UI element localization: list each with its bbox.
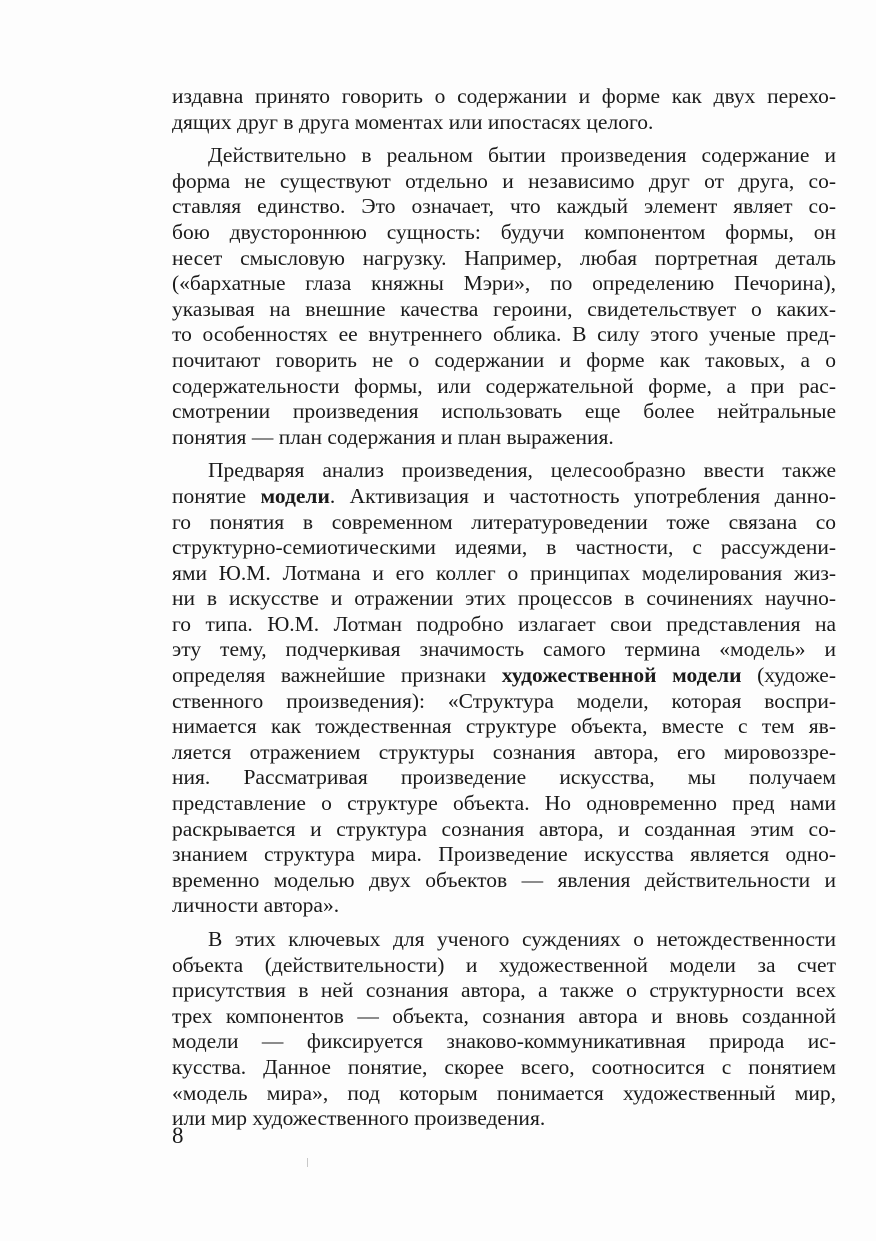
text-line: ни в искусстве и отражении этих процессов в сочинениях научно-: [172, 586, 836, 611]
text-line: ями Ю.М. Лотмана и его коллег о принципах моделирования жиз-: [172, 560, 836, 585]
text-line: нимается как тождественная структуре объекта, вместе с тем яв-: [172, 714, 836, 739]
text-line: [172, 484, 836, 510]
text-line: знанием структура мира. Произведение искусства является одно-: [172, 842, 836, 867]
text-line: объекта (действительности) и художественной модели за счет: [172, 952, 836, 977]
text-line: «модель мира», под которым понимается художественный мир,: [172, 1080, 836, 1105]
paragraph: [172, 143, 836, 450]
text-line: В этих ключевых для ученого суждениях о нетождественности: [208, 927, 836, 951]
paragraph-gap: [172, 450, 836, 458]
text-line: го понятия в современном литературоведении тоже связана со: [172, 509, 836, 534]
paragraph-gap: [172, 919, 836, 927]
text-line: [172, 663, 836, 689]
text-line: раскрывается и структура сознания автора, и созданная этим со-: [172, 816, 836, 841]
text-line: несет смысловую нагрузку. Например, любая портретная деталь: [172, 245, 836, 270]
text-line: ляется отражением структуры сознания автора, его мировоззре-: [172, 739, 836, 764]
text-line: модели — фиксируется знаково-коммуникативная природа ис-: [172, 1029, 836, 1054]
text-line: то особенностях ее внутреннего облика. В силу этого ученые пред-: [172, 322, 836, 347]
text-line: Действительно в реальном бытии произведения содержание и: [208, 143, 836, 168]
text-run: определяя важнейшие признаки: [172, 663, 502, 688]
text-line: личности автора».: [172, 893, 340, 918]
text-line: ния. Рассматривая произведение искусства, мы получаем: [172, 765, 836, 790]
page-number: 8: [172, 1123, 184, 1148]
text-line: Предваряя анализ произведения, целесообразно ввести также: [208, 458, 836, 483]
text-line: почитают говорить не о содержании и форме как таковых, а о: [172, 347, 836, 372]
text-run: . Активизация и частотность употребления данно-: [329, 483, 836, 508]
scan-speck: [307, 1158, 308, 1167]
text-line: понятия — план содержания и план выражения.: [172, 424, 614, 449]
paragraph: [172, 927, 836, 1132]
text-line: издавна принято говорить о содержании и форме как двух перехо-: [172, 84, 836, 108]
text-run: понятие: [172, 483, 261, 508]
paragraph-gap: [172, 135, 836, 143]
text-line: ственного произведения): «Структура модели, которая воспри-: [172, 688, 836, 713]
text-line: структурно-семиотическими идеями, в частности, с рассуждени-: [172, 535, 836, 560]
text-line: смотрении произведения использовать еще более нейтральные: [172, 399, 836, 424]
text-line: дящих друг в друга моментах или ипостасях целого.: [172, 109, 654, 134]
text-line: ставляя единство. Это означает, что каждый элемент являет со-: [172, 194, 836, 219]
text-line: содержательности формы, или содержательной форме, а при рас-: [172, 373, 836, 398]
text-line: представление о структуре объекта. Но одновременно пред нами: [172, 791, 836, 816]
text-line: кусства. Данное понятие, скорее всего, соотносится с понятием: [172, 1054, 836, 1079]
body-text: [172, 84, 836, 1132]
text-line: указывая на внешние качества героини, свидетельствует о каких-: [172, 296, 836, 321]
paragraph: [172, 458, 836, 919]
paragraph: [172, 84, 836, 135]
text-line: («бархатные глаза княжны Мэри», по определению Печорина),: [172, 271, 836, 296]
bold-term: модели: [260, 483, 330, 508]
text-run: (художе-: [741, 663, 836, 688]
text-line: присутствия в ней сознания автора, а также о структурности всех: [172, 978, 836, 1003]
text-line: или мир художественного произведения.: [172, 1106, 546, 1131]
text-line: форма не существуют отдельно и независимо друг от друга, со-: [172, 168, 836, 193]
bold-term: художественной модели: [501, 663, 742, 688]
text-line: бою двустороннюю сущность: будучи компонентом формы, он: [172, 219, 836, 244]
text-line: эту тему, подчеркивая значимость самого термина «модель» и: [172, 637, 836, 662]
text-line: трех компонентов — объекта, сознания автора и вновь созданной: [172, 1003, 836, 1028]
text-line: го типа. Ю.М. Лотман подробно излагает свои представления на: [172, 611, 836, 636]
text-line: временно моделью двух объектов — явления действительности и: [172, 867, 836, 892]
